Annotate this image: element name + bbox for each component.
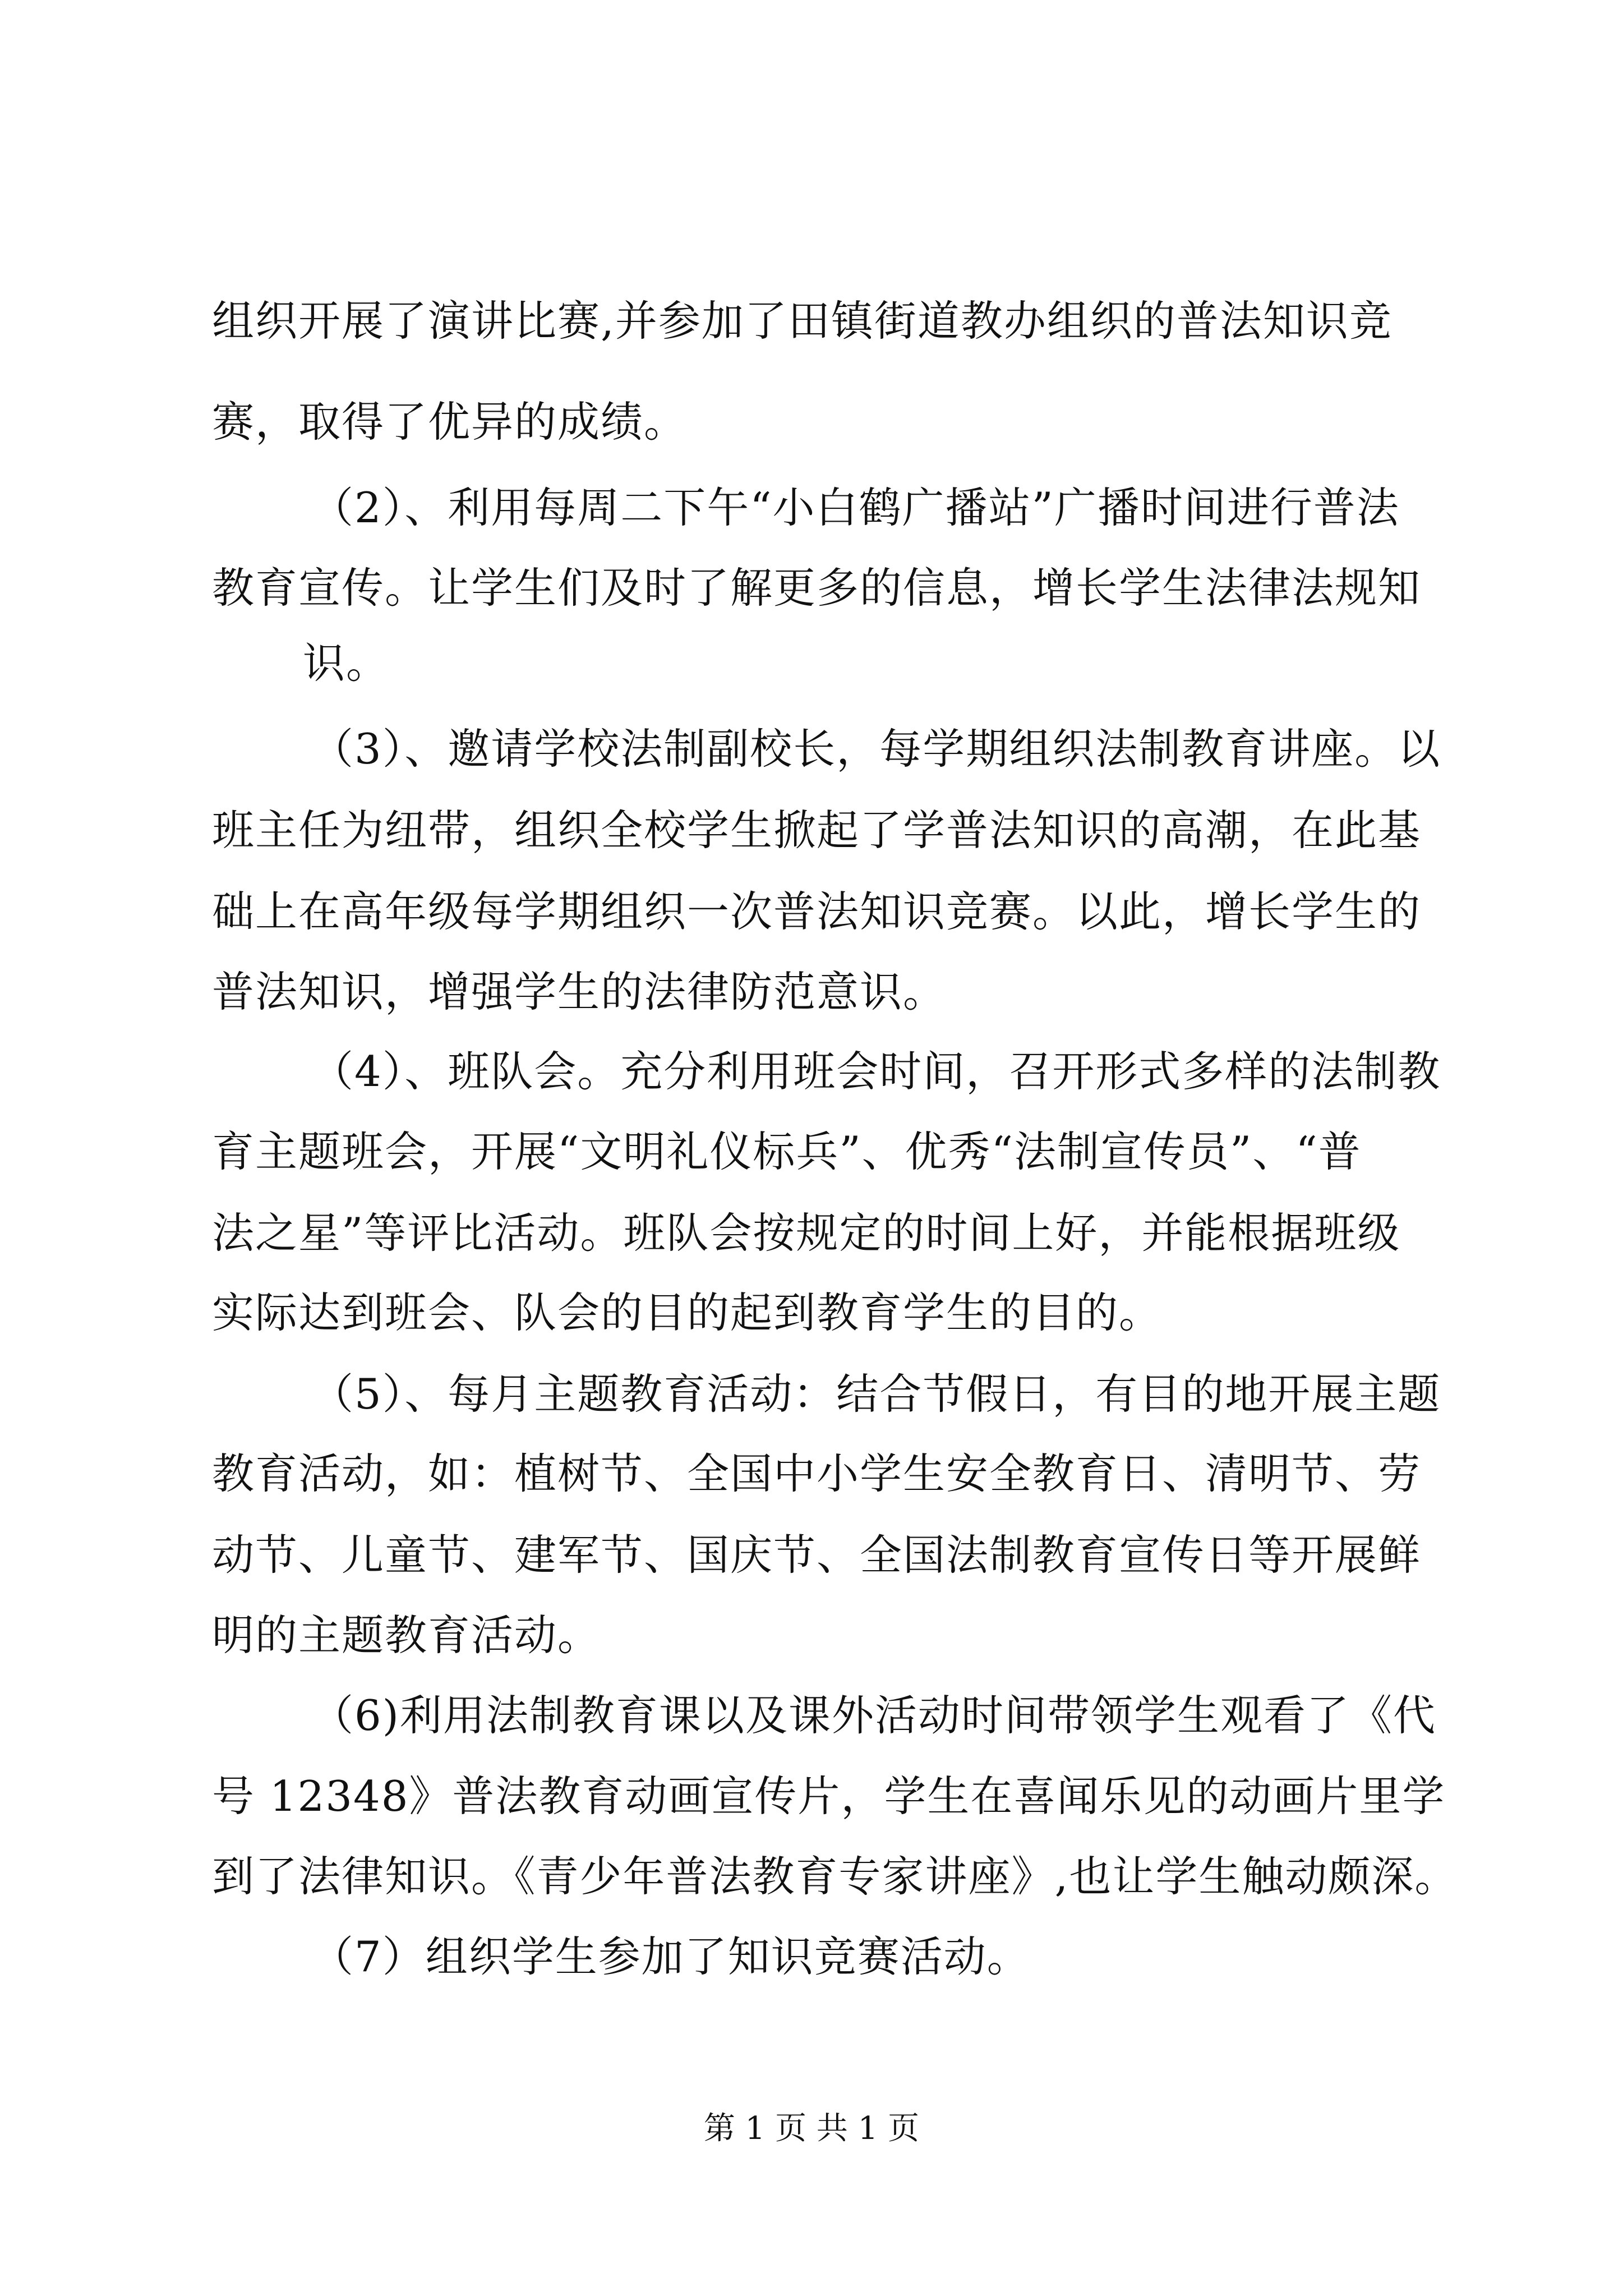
body-line-9: 普法知识，增强学生的法律防范意识。 (212, 967, 947, 1016)
body-line-19: 号 12348》普法教育动画宣传片，学生在喜闻乐见的动画片里学 (212, 1772, 1446, 1821)
body-line-3: （2）、利用每周二下午“小白鹤广播站”广播时间进行普法 (311, 483, 1400, 532)
body-line-8: 础上在高年级每学期组织一次普法知识竞赛。以此，增长学生的 (212, 887, 1422, 936)
body-line-12: 法之星”等评比活动。班队会按规定的时间上好，并能根据班级 (212, 1208, 1401, 1258)
body-line-6: （3）、邀请学校法制副校长，每学期组织法制教育讲座。以 (311, 724, 1441, 774)
body-line-2: 赛，取得了优异的成绩。 (212, 397, 688, 447)
body-line-17: 明的主题教育活动。 (212, 1611, 601, 1660)
body-line-21: （7）组织学生参加了知识竞赛活动。 (311, 1932, 1030, 1981)
body-line-13: 实际达到班会、队会的目的起到教育学生的目的。 (212, 1288, 1163, 1337)
body-line-14: （5）、每月主题教育活动：结合节假日，有目的地开展主题 (311, 1369, 1441, 1419)
body-line-5: 识。 (303, 638, 390, 688)
body-line-10: （4）、班队会。充分利用班会时间，召开形式多样的法制教 (311, 1047, 1441, 1096)
body-line-16: 动节、儿童节、建军节、国庆节、全国法制教育宣传日等开展鲜 (212, 1530, 1422, 1580)
body-line-7: 班主任为纽带，组织全校学生掀起了学普法知识的高潮，在此基 (212, 806, 1422, 855)
page-footer: 第 1 页 共 1 页 (703, 2110, 920, 2147)
body-line-18: （6)利用法制教育课以及课外活动时间带领学生观看了《代 (311, 1691, 1436, 1740)
body-line-20: 到了法律知识。《青少年普法教育专家讲座》,也让学生触动颇深。 (212, 1852, 1458, 1901)
body-line-11: 育主题班会，开展“文明礼仪标兵”、优秀“法制宣传员”、“普 (212, 1127, 1362, 1176)
body-line-1: 组织开展了演讲比赛,并参加了田镇街道教办组织的普法知识竞 (212, 296, 1393, 346)
body-line-4: 教育宣传。让学生们及时了解更多的信息，增长学生法律法规知 (212, 563, 1422, 613)
body-line-15: 教育活动，如：植树节、全国中小学生安全教育日、清明节、劳 (212, 1449, 1422, 1498)
